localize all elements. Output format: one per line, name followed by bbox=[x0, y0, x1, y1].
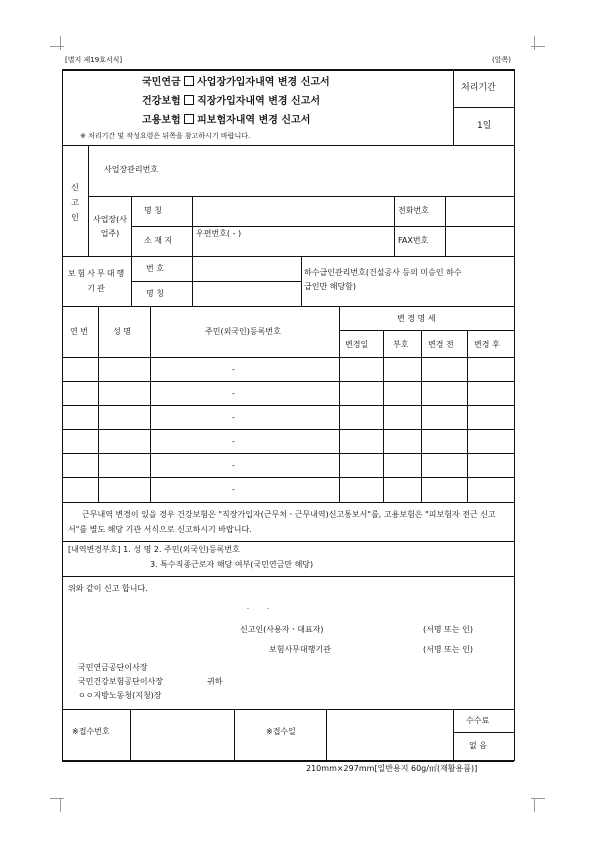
agent-number-field[interactable] bbox=[193, 257, 300, 280]
address-label: 소 재 지 bbox=[144, 236, 173, 245]
note-text: 근무내역 변경이 있을 경우 건강보험은 "직장가입자(근무처ㆍ근무내역)신고통보서"를, 고용보험은 "피보험자 전근 신고서"를 별도 해당 기관 서식으로 신고하시기 바랍니다. bbox=[68, 510, 496, 534]
agent-number-label: 번 호 bbox=[146, 264, 164, 273]
workplace-name-field[interactable] bbox=[193, 197, 393, 225]
table-row-dash: - bbox=[232, 485, 235, 494]
agent-label: 보험사무대행기관 bbox=[67, 269, 127, 293]
col-change-group-header: 변 경 명 세 bbox=[397, 314, 436, 323]
mgmt-no-field[interactable] bbox=[192, 146, 513, 195]
declaration-text: 위와 같이 신고 합니다. bbox=[68, 584, 148, 593]
postal-code[interactable]: 우편번호( - ) bbox=[196, 229, 242, 238]
col-id-header: 주민(외국인)등록번호 bbox=[205, 327, 281, 336]
recipient-health: 국민건강보험공단이사장 bbox=[78, 677, 164, 686]
mgmt-no-label: 사업장관리번호 bbox=[104, 165, 159, 174]
col-no-header: 연 번 bbox=[70, 327, 88, 336]
subcontract-label: 하수급인관리번호(건설공사 등의 미승인 하수급인만 해당함) bbox=[304, 268, 462, 291]
crop-mark bbox=[50, 798, 64, 799]
receipt-no-label: ※접수번호 bbox=[72, 727, 110, 736]
codes-title: [내역변경부호] 1. 성 명 2. 주민(외국인)등록번호 bbox=[68, 545, 240, 554]
phone-label: 전화번호 bbox=[398, 206, 429, 215]
title-line-1: 국민연금 사업장가입자내역 변경 신고서 bbox=[142, 77, 330, 88]
workplace-label: 사업장(사업주) bbox=[92, 215, 128, 238]
fax-field[interactable] bbox=[446, 227, 513, 255]
paper-spec: 210mm×297mm[일반용지 60g/㎡(재활용품)] bbox=[306, 764, 478, 773]
date-marks: . . bbox=[238, 603, 270, 611]
checkbox-health[interactable] bbox=[184, 95, 194, 105]
table-row-dash: - bbox=[232, 413, 235, 422]
col-name-header: 성 명 bbox=[113, 327, 131, 336]
col-after-header: 변경 후 bbox=[474, 340, 500, 349]
agency-sign[interactable]: (서명 또는 인) bbox=[423, 645, 473, 654]
fee-label: 수수료 bbox=[466, 716, 490, 725]
table-row-dash: - bbox=[232, 389, 235, 398]
form-number: [별지 제19호서식] bbox=[65, 56, 123, 64]
reporter-section-label: 신고인 bbox=[71, 183, 79, 222]
table-row-dash: - bbox=[232, 365, 235, 374]
recipient-pension: 국민연금공단이사장 bbox=[78, 663, 148, 672]
receipt-date-label: ※접수일 bbox=[266, 727, 296, 736]
fax-label: FAX번호 bbox=[398, 236, 429, 245]
col-before-header: 변경 전 bbox=[428, 340, 454, 349]
checkbox-pension[interactable] bbox=[184, 76, 194, 86]
fee-value: 없 음 bbox=[469, 741, 487, 750]
crop-mark bbox=[531, 46, 545, 47]
col-change-date-header: 변경일 bbox=[345, 340, 369, 349]
crop-mark bbox=[534, 36, 535, 50]
processing-value: 1일 bbox=[477, 121, 492, 131]
title-line-2: 건강보험 직장가입자내역 변경 신고서 bbox=[142, 96, 321, 107]
name-label: 명 칭 bbox=[144, 206, 162, 215]
agent-name-label: 명 칭 bbox=[146, 289, 164, 298]
crop-mark bbox=[534, 798, 535, 812]
recipient-labor: ㅇㅇ지방노동청(지청)장 bbox=[78, 691, 162, 700]
recipient-suffix: 귀하 bbox=[207, 677, 223, 686]
title-line-3: 고용보험 피보험자내역 변경 신고서 bbox=[142, 115, 311, 126]
agent-name-field[interactable] bbox=[193, 282, 300, 305]
codes-line-2: 3. 특수직종근로자 해당 여부(국민연금만 해당) bbox=[150, 560, 314, 569]
reporter-sign-label: 신고인(사용자ㆍ대표자) bbox=[240, 625, 324, 634]
title-notice: ※ 처리기간 및 작성요령은 뒤쪽을 참고하시기 바랍니다. bbox=[80, 132, 251, 140]
checkbox-employment[interactable] bbox=[184, 114, 194, 124]
crop-mark bbox=[60, 798, 61, 812]
col-code-header: 부호 bbox=[393, 340, 409, 349]
agency-sign-label: 보험사무대행기관 bbox=[269, 645, 331, 654]
page-side: (앞쪽) bbox=[492, 56, 511, 64]
table-row-dash: - bbox=[232, 437, 235, 446]
reporter-sign[interactable]: (서명 또는 인) bbox=[423, 625, 473, 634]
crop-mark bbox=[60, 36, 61, 50]
crop-mark bbox=[50, 46, 64, 47]
table-row-dash: - bbox=[232, 461, 235, 470]
processing-label: 처리기간 bbox=[461, 83, 496, 93]
receipt-date-field[interactable] bbox=[327, 710, 452, 759]
receipt-no-field[interactable] bbox=[131, 710, 233, 759]
crop-mark bbox=[531, 798, 545, 799]
phone-field[interactable] bbox=[446, 197, 513, 225]
